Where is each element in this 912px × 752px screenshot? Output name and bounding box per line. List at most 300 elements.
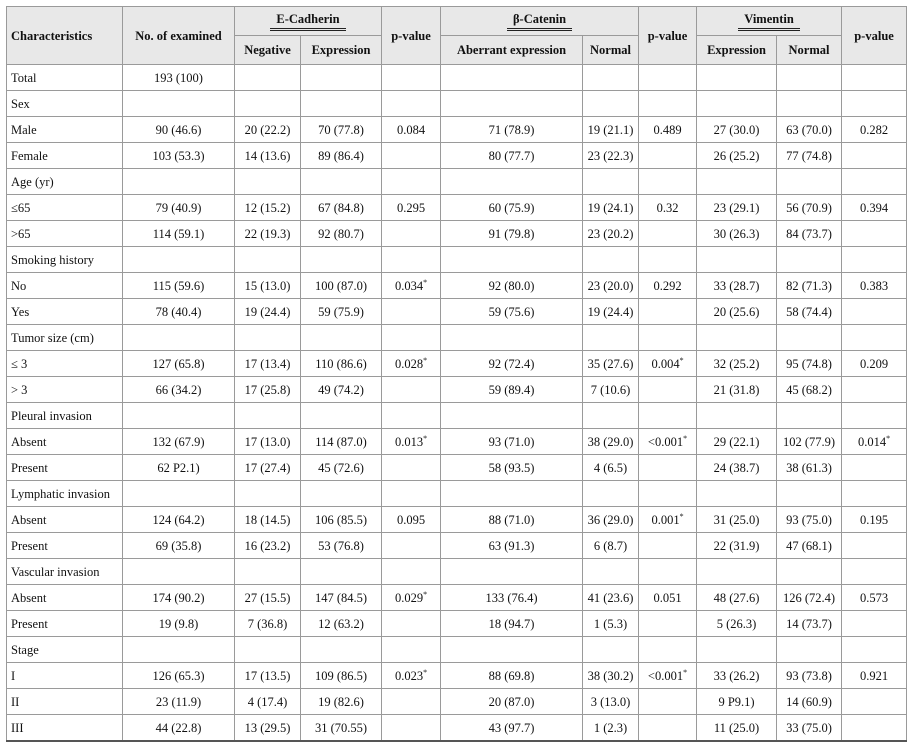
cell-characteristic (7, 247, 123, 273)
cell-e-cadherin-pvalue (382, 325, 441, 351)
cell-beta-catenin-aberrant (441, 377, 583, 403)
cell-characteristic-text: Smoking history (11, 252, 94, 267)
cell-beta-catenin-aberrant (441, 455, 583, 481)
cell-no-examined-text: 124 (64.2) (152, 512, 205, 527)
cell-e-cadherin-negative-text: 13 (29.5) (244, 720, 291, 735)
cell-vimentin-normal (777, 533, 842, 559)
header-characteristics: Characteristics (7, 7, 123, 65)
cell-beta-catenin-pvalue (639, 663, 697, 689)
cell-beta-catenin-pvalue-text: 0.004 (651, 356, 680, 371)
cell-e-cadherin-negative-text: 27 (15.5) (244, 590, 291, 605)
cell-beta-catenin-normal (583, 195, 639, 221)
cell-vimentin-normal-text: 14 (73.7) (786, 616, 832, 631)
cell-e-cadherin-negative (235, 507, 301, 533)
cell-beta-catenin-normal-text: 23 (20.2) (587, 226, 634, 241)
cell-vimentin-normal (777, 91, 842, 117)
cell-characteristic (7, 507, 123, 533)
cell-characteristic (7, 65, 123, 91)
cell-e-cadherin-pvalue (382, 559, 441, 585)
cell-e-cadherin-pvalue (382, 403, 441, 429)
cell-no-examined-text: 114 (59.1) (152, 226, 205, 241)
cell-e-cadherin-negative (235, 403, 301, 429)
cell-e-cadherin-expression-text: 114 (87.0) (315, 434, 367, 449)
table-row (7, 403, 907, 429)
cell-beta-catenin-normal-text: 1 (5.3) (593, 616, 628, 631)
cell-e-cadherin-negative-text: 12 (15.2) (244, 200, 291, 215)
cell-beta-catenin-normal-text: 1 (2.3) (593, 720, 628, 735)
cell-beta-catenin-normal (583, 325, 639, 351)
cell-beta-catenin-aberrant (441, 715, 583, 742)
cell-beta-catenin-aberrant-text: 133 (76.4) (485, 590, 538, 605)
cell-vimentin-expression-text: 33 (28.7) (713, 278, 760, 293)
cell-vimentin-pvalue (842, 299, 907, 325)
cell-e-cadherin-negative-text: 14 (13.6) (244, 148, 291, 163)
cell-vimentin-expression (697, 481, 777, 507)
significance-marker: * (886, 433, 891, 443)
cell-e-cadherin-negative (235, 91, 301, 117)
table-row (7, 195, 907, 221)
cell-beta-catenin-pvalue (639, 117, 697, 143)
cell-e-cadherin-pvalue (382, 481, 441, 507)
cell-characteristic-text: Yes (11, 304, 30, 319)
cell-characteristic-text: III (11, 720, 24, 735)
cell-e-cadherin-negative (235, 65, 301, 91)
cell-vimentin-normal (777, 247, 842, 273)
cell-vimentin-normal (777, 325, 842, 351)
cell-vimentin-pvalue-text: 0.209 (859, 356, 889, 371)
cell-vimentin-expression (697, 65, 777, 91)
cell-e-cadherin-expression (301, 325, 382, 351)
cell-beta-catenin-pvalue (639, 611, 697, 637)
cell-vimentin-normal (777, 299, 842, 325)
cell-e-cadherin-expression-text: 70 (77.8) (318, 122, 364, 137)
table-row (7, 325, 907, 351)
cell-no-examined (123, 247, 235, 273)
cell-e-cadherin-pvalue (382, 611, 441, 637)
significance-marker: * (423, 355, 428, 365)
header-vimentin-pvalue: p-value (842, 7, 907, 65)
cell-beta-catenin-aberrant (441, 507, 583, 533)
table-row (7, 65, 907, 91)
cell-vimentin-pvalue-text: 0.573 (859, 590, 889, 605)
cell-e-cadherin-pvalue (382, 715, 441, 742)
cell-characteristic-text: Absent (11, 434, 47, 449)
table-row (7, 637, 907, 663)
cell-vimentin-normal (777, 65, 842, 91)
cell-beta-catenin-normal (583, 143, 639, 169)
cell-beta-catenin-normal-text: 36 (29.0) (587, 512, 634, 527)
cell-vimentin-pvalue-text: 0.014 (857, 434, 887, 449)
cell-beta-catenin-aberrant (441, 663, 583, 689)
cell-e-cadherin-negative-text: 7 (36.8) (247, 616, 288, 631)
cell-beta-catenin-pvalue (639, 637, 697, 663)
cell-e-cadherin-negative (235, 715, 301, 742)
header-e-cadherin-label: E-Cadherin (270, 12, 345, 31)
cell-vimentin-normal (777, 715, 842, 742)
cell-no-examined-text: 126 (65.3) (152, 668, 205, 683)
cell-e-cadherin-negative-text: 17 (13.0) (244, 434, 291, 449)
cell-e-cadherin-expression (301, 195, 382, 221)
cell-no-examined-text: 62 P2.1) (157, 460, 200, 475)
significance-marker: * (679, 355, 684, 365)
cell-characteristic (7, 403, 123, 429)
cell-no-examined (123, 221, 235, 247)
cell-e-cadherin-expression (301, 221, 382, 247)
cell-e-cadherin-negative (235, 221, 301, 247)
cell-e-cadherin-expression (301, 663, 382, 689)
cell-vimentin-normal (777, 611, 842, 637)
significance-marker: * (683, 667, 688, 677)
cell-characteristic (7, 143, 123, 169)
cell-vimentin-pvalue (842, 429, 907, 455)
cell-vimentin-normal (777, 169, 842, 195)
cell-vimentin-pvalue (842, 533, 907, 559)
cell-vimentin-expression (697, 195, 777, 221)
cell-e-cadherin-expression-text: 106 (85.5) (314, 512, 368, 527)
cell-beta-catenin-aberrant-text: 58 (93.5) (488, 460, 535, 475)
cell-no-examined-text: 78 (40.4) (155, 304, 202, 319)
cell-e-cadherin-expression-text: 49 (74.2) (318, 382, 364, 397)
cell-e-cadherin-pvalue (382, 273, 441, 299)
cell-no-examined-text: 90 (46.6) (155, 122, 202, 137)
cell-e-cadherin-negative-text: 17 (13.4) (244, 356, 291, 371)
cell-no-examined-text: 79 (40.9) (155, 200, 202, 215)
cell-no-examined (123, 689, 235, 715)
header-e-cadherin (235, 7, 382, 36)
cell-e-cadherin-expression-text: 12 (63.2) (318, 616, 364, 631)
cell-vimentin-pvalue (842, 689, 907, 715)
cell-characteristic (7, 611, 123, 637)
cell-characteristic (7, 273, 123, 299)
cell-characteristic-text: Age (yr) (11, 174, 54, 189)
cell-e-cadherin-negative (235, 429, 301, 455)
cell-vimentin-pvalue (842, 169, 907, 195)
cell-beta-catenin-normal-text: 38 (29.0) (587, 434, 634, 449)
cell-e-cadherin-negative (235, 351, 301, 377)
cell-no-examined-text: 69 (35.8) (155, 538, 202, 553)
cell-vimentin-expression (697, 507, 777, 533)
cell-vimentin-expression-text: 30 (26.3) (713, 226, 760, 241)
cell-characteristic (7, 533, 123, 559)
cell-e-cadherin-negative-text: 17 (13.5) (244, 668, 291, 683)
table-row (7, 481, 907, 507)
cell-vimentin-normal (777, 637, 842, 663)
cell-characteristic (7, 585, 123, 611)
cell-beta-catenin-pvalue (639, 325, 697, 351)
cell-characteristic (7, 689, 123, 715)
cell-beta-catenin-normal (583, 637, 639, 663)
header-e-cadherin-pvalue: p-value (382, 7, 441, 65)
cell-no-examined (123, 429, 235, 455)
cell-beta-catenin-normal (583, 507, 639, 533)
cell-vimentin-pvalue (842, 247, 907, 273)
cell-e-cadherin-expression-text: 100 (87.0) (314, 278, 368, 293)
characteristics-table (6, 6, 907, 742)
cell-e-cadherin-expression (301, 403, 382, 429)
cell-e-cadherin-expression (301, 169, 382, 195)
cell-no-examined (123, 299, 235, 325)
cell-e-cadherin-pvalue (382, 351, 441, 377)
cell-characteristic (7, 637, 123, 663)
cell-vimentin-pvalue (842, 143, 907, 169)
cell-e-cadherin-negative-text: 17 (27.4) (244, 460, 291, 475)
table-row (7, 299, 907, 325)
cell-no-examined (123, 455, 235, 481)
cell-beta-catenin-normal (583, 299, 639, 325)
cell-e-cadherin-expression (301, 429, 382, 455)
cell-beta-catenin-aberrant (441, 169, 583, 195)
cell-beta-catenin-normal (583, 221, 639, 247)
cell-no-examined (123, 637, 235, 663)
cell-no-examined-text: 174 (90.2) (152, 590, 205, 605)
cell-beta-catenin-pvalue (639, 715, 697, 742)
cell-no-examined-text: 66 (34.2) (155, 382, 202, 397)
cell-vimentin-expression (697, 663, 777, 689)
cell-e-cadherin-pvalue (382, 429, 441, 455)
cell-beta-catenin-pvalue (639, 507, 697, 533)
cell-e-cadherin-negative-text: 17 (25.8) (244, 382, 291, 397)
cell-e-cadherin-pvalue (382, 169, 441, 195)
cell-e-cadherin-expression (301, 611, 382, 637)
cell-characteristic (7, 325, 123, 351)
cell-vimentin-pvalue (842, 663, 907, 689)
cell-vimentin-normal (777, 221, 842, 247)
cell-vimentin-expression (697, 143, 777, 169)
cell-no-examined (123, 481, 235, 507)
cell-vimentin-pvalue (842, 325, 907, 351)
cell-characteristic-text: Total (11, 70, 37, 85)
cell-beta-catenin-aberrant (441, 403, 583, 429)
cell-beta-catenin-normal-text: 19 (24.4) (587, 304, 634, 319)
cell-beta-catenin-normal-text: 38 (30.2) (587, 668, 634, 683)
cell-vimentin-pvalue (842, 637, 907, 663)
header-beta-catenin (441, 7, 639, 36)
table-row (7, 377, 907, 403)
cell-beta-catenin-pvalue (639, 455, 697, 481)
cell-beta-catenin-aberrant-text: 18 (94.7) (488, 616, 535, 631)
cell-vimentin-expression-text: 22 (31.9) (713, 538, 760, 553)
cell-beta-catenin-aberrant (441, 351, 583, 377)
cell-e-cadherin-negative-text: 18 (14.5) (244, 512, 291, 527)
cell-e-cadherin-expression (301, 455, 382, 481)
cell-no-examined-text: 115 (59.6) (152, 278, 205, 293)
cell-beta-catenin-normal (583, 533, 639, 559)
cell-beta-catenin-aberrant (441, 481, 583, 507)
cell-characteristic-text: ≤ 3 (11, 356, 28, 371)
cell-beta-catenin-normal-text: 19 (24.1) (587, 200, 634, 215)
cell-e-cadherin-expression (301, 299, 382, 325)
cell-e-cadherin-pvalue (382, 221, 441, 247)
cell-e-cadherin-expression (301, 377, 382, 403)
cell-beta-catenin-aberrant (441, 689, 583, 715)
table-row (7, 273, 907, 299)
cell-beta-catenin-aberrant-text: 43 (97.7) (488, 720, 535, 735)
cell-characteristic (7, 91, 123, 117)
cell-e-cadherin-pvalue (382, 377, 441, 403)
cell-vimentin-normal-text: 77 (74.8) (786, 148, 832, 163)
cell-e-cadherin-pvalue-text: 0.013 (394, 434, 424, 449)
cell-no-examined (123, 507, 235, 533)
cell-characteristic-text: Tumor size (cm) (11, 330, 94, 345)
cell-vimentin-normal-text: 33 (75.0) (786, 720, 832, 735)
cell-beta-catenin-pvalue (639, 559, 697, 585)
cell-vimentin-expression (697, 403, 777, 429)
header-v-normal: Normal (777, 36, 842, 65)
cell-characteristic-text: Present (11, 460, 48, 475)
cell-vimentin-expression (697, 117, 777, 143)
cell-beta-catenin-normal-text: 19 (21.1) (587, 122, 634, 137)
cell-e-cadherin-negative (235, 325, 301, 351)
cell-vimentin-expression-text: 26 (25.2) (713, 148, 760, 163)
cell-vimentin-pvalue-text: 0.383 (859, 278, 889, 293)
cell-characteristic-text: Stage (11, 642, 39, 657)
cell-no-examined-text: 132 (67.9) (152, 434, 205, 449)
cell-vimentin-normal (777, 481, 842, 507)
cell-beta-catenin-pvalue-text: 0.292 (653, 278, 682, 293)
cell-vimentin-expression (697, 559, 777, 585)
cell-beta-catenin-normal-text: 23 (22.3) (587, 148, 634, 163)
cell-beta-catenin-aberrant (441, 637, 583, 663)
cell-e-cadherin-expression-text: 92 (80.7) (318, 226, 364, 241)
cell-e-cadherin-pvalue (382, 91, 441, 117)
cell-characteristic (7, 455, 123, 481)
cell-beta-catenin-aberrant (441, 65, 583, 91)
table-row (7, 351, 907, 377)
cell-no-examined (123, 195, 235, 221)
cell-vimentin-expression-text: 32 (25.2) (713, 356, 760, 371)
table-row (7, 507, 907, 533)
cell-vimentin-normal (777, 689, 842, 715)
cell-characteristic-text: II (11, 694, 20, 709)
cell-characteristic-text: Male (11, 122, 37, 137)
cell-beta-catenin-normal-text: 41 (23.6) (587, 590, 634, 605)
cell-e-cadherin-expression-text: 45 (72.6) (318, 460, 364, 475)
cell-characteristic-text: Absent (11, 512, 47, 527)
table-row (7, 247, 907, 273)
cell-characteristic-text: Sex (11, 96, 30, 111)
cell-beta-catenin-aberrant-text: 60 (75.9) (488, 200, 535, 215)
cell-beta-catenin-aberrant (441, 91, 583, 117)
cell-vimentin-expression (697, 273, 777, 299)
cell-e-cadherin-negative (235, 559, 301, 585)
cell-vimentin-pvalue-text: 0.195 (859, 512, 889, 527)
header-v-expression: Expression (697, 36, 777, 65)
cell-beta-catenin-aberrant-text: 88 (69.8) (488, 668, 535, 683)
cell-vimentin-pvalue (842, 351, 907, 377)
cell-characteristic (7, 117, 123, 143)
cell-vimentin-expression-text: 33 (26.2) (713, 668, 760, 683)
cell-beta-catenin-aberrant (441, 221, 583, 247)
cell-vimentin-normal (777, 429, 842, 455)
cell-beta-catenin-aberrant (441, 559, 583, 585)
cell-vimentin-pvalue-text: 0.921 (859, 668, 889, 683)
cell-vimentin-normal (777, 559, 842, 585)
cell-vimentin-normal-text: 47 (68.1) (786, 538, 832, 553)
cell-beta-catenin-pvalue (639, 221, 697, 247)
cell-beta-catenin-aberrant (441, 429, 583, 455)
cell-vimentin-expression (697, 429, 777, 455)
cell-beta-catenin-normal (583, 585, 639, 611)
table-row (7, 689, 907, 715)
cell-beta-catenin-aberrant-text: 80 (77.7) (488, 148, 535, 163)
cell-e-cadherin-negative (235, 195, 301, 221)
cell-vimentin-pvalue (842, 715, 907, 742)
cell-no-examined (123, 325, 235, 351)
cell-characteristic (7, 299, 123, 325)
table-body (7, 65, 907, 742)
cell-no-examined (123, 117, 235, 143)
cell-e-cadherin-negative (235, 663, 301, 689)
cell-e-cadherin-expression (301, 91, 382, 117)
cell-e-cadherin-expression (301, 247, 382, 273)
header-b-normal: Normal (583, 36, 639, 65)
cell-vimentin-normal-text: 93 (73.8) (786, 668, 832, 683)
cell-vimentin-normal (777, 663, 842, 689)
cell-no-examined (123, 91, 235, 117)
cell-e-cadherin-negative-text: 4 (17.4) (247, 694, 288, 709)
cell-e-cadherin-negative (235, 299, 301, 325)
cell-beta-catenin-pvalue-text: 0.32 (656, 200, 679, 215)
cell-characteristic-text: Present (11, 616, 48, 631)
cell-beta-catenin-pvalue-text: 0.001 (651, 512, 680, 527)
cell-e-cadherin-negative (235, 585, 301, 611)
cell-vimentin-expression (697, 351, 777, 377)
cell-vimentin-normal (777, 377, 842, 403)
cell-vimentin-normal-text: 126 (72.4) (782, 590, 836, 605)
cell-e-cadherin-pvalue (382, 689, 441, 715)
cell-vimentin-expression (697, 637, 777, 663)
cell-vimentin-normal (777, 143, 842, 169)
table-row (7, 91, 907, 117)
cell-vimentin-expression-text: 48 (27.6) (713, 590, 760, 605)
table-row (7, 169, 907, 195)
cell-vimentin-pvalue (842, 507, 907, 533)
cell-no-examined (123, 559, 235, 585)
cell-beta-catenin-pvalue-text: 0.051 (653, 590, 682, 605)
cell-characteristic-text: ≤65 (11, 200, 31, 215)
cell-no-examined-text: 44 (22.8) (155, 720, 202, 735)
cell-beta-catenin-pvalue (639, 65, 697, 91)
cell-characteristic-text: Pleural invasion (11, 408, 92, 423)
cell-beta-catenin-aberrant-text: 88 (71.0) (488, 512, 535, 527)
cell-beta-catenin-normal (583, 377, 639, 403)
cell-e-cadherin-pvalue (382, 117, 441, 143)
cell-e-cadherin-pvalue (382, 143, 441, 169)
cell-no-examined-text: 127 (65.8) (152, 356, 205, 371)
cell-beta-catenin-normal (583, 455, 639, 481)
cell-e-cadherin-expression-text: 109 (86.5) (314, 668, 368, 683)
cell-characteristic-text: Vascular invasion (11, 564, 100, 579)
cell-vimentin-pvalue (842, 403, 907, 429)
cell-characteristic-text: Lymphatic invasion (11, 486, 110, 501)
cell-e-cadherin-pvalue (382, 195, 441, 221)
cell-no-examined-text: 23 (11.9) (155, 694, 202, 709)
cell-vimentin-normal-text: 102 (77.9) (782, 434, 836, 449)
cell-vimentin-expression (697, 247, 777, 273)
cell-characteristic-text: >65 (11, 226, 31, 241)
cell-e-cadherin-pvalue-text: 0.029 (394, 590, 424, 605)
cell-beta-catenin-normal-text: 23 (20.0) (587, 278, 634, 293)
cell-vimentin-expression (697, 689, 777, 715)
cell-e-cadherin-pvalue (382, 637, 441, 663)
cell-vimentin-normal-text: 58 (74.4) (786, 304, 832, 319)
cell-beta-catenin-normal (583, 169, 639, 195)
table-row (7, 715, 907, 742)
cell-beta-catenin-normal (583, 117, 639, 143)
table-row (7, 143, 907, 169)
cell-vimentin-normal (777, 195, 842, 221)
significance-marker: * (423, 277, 428, 287)
